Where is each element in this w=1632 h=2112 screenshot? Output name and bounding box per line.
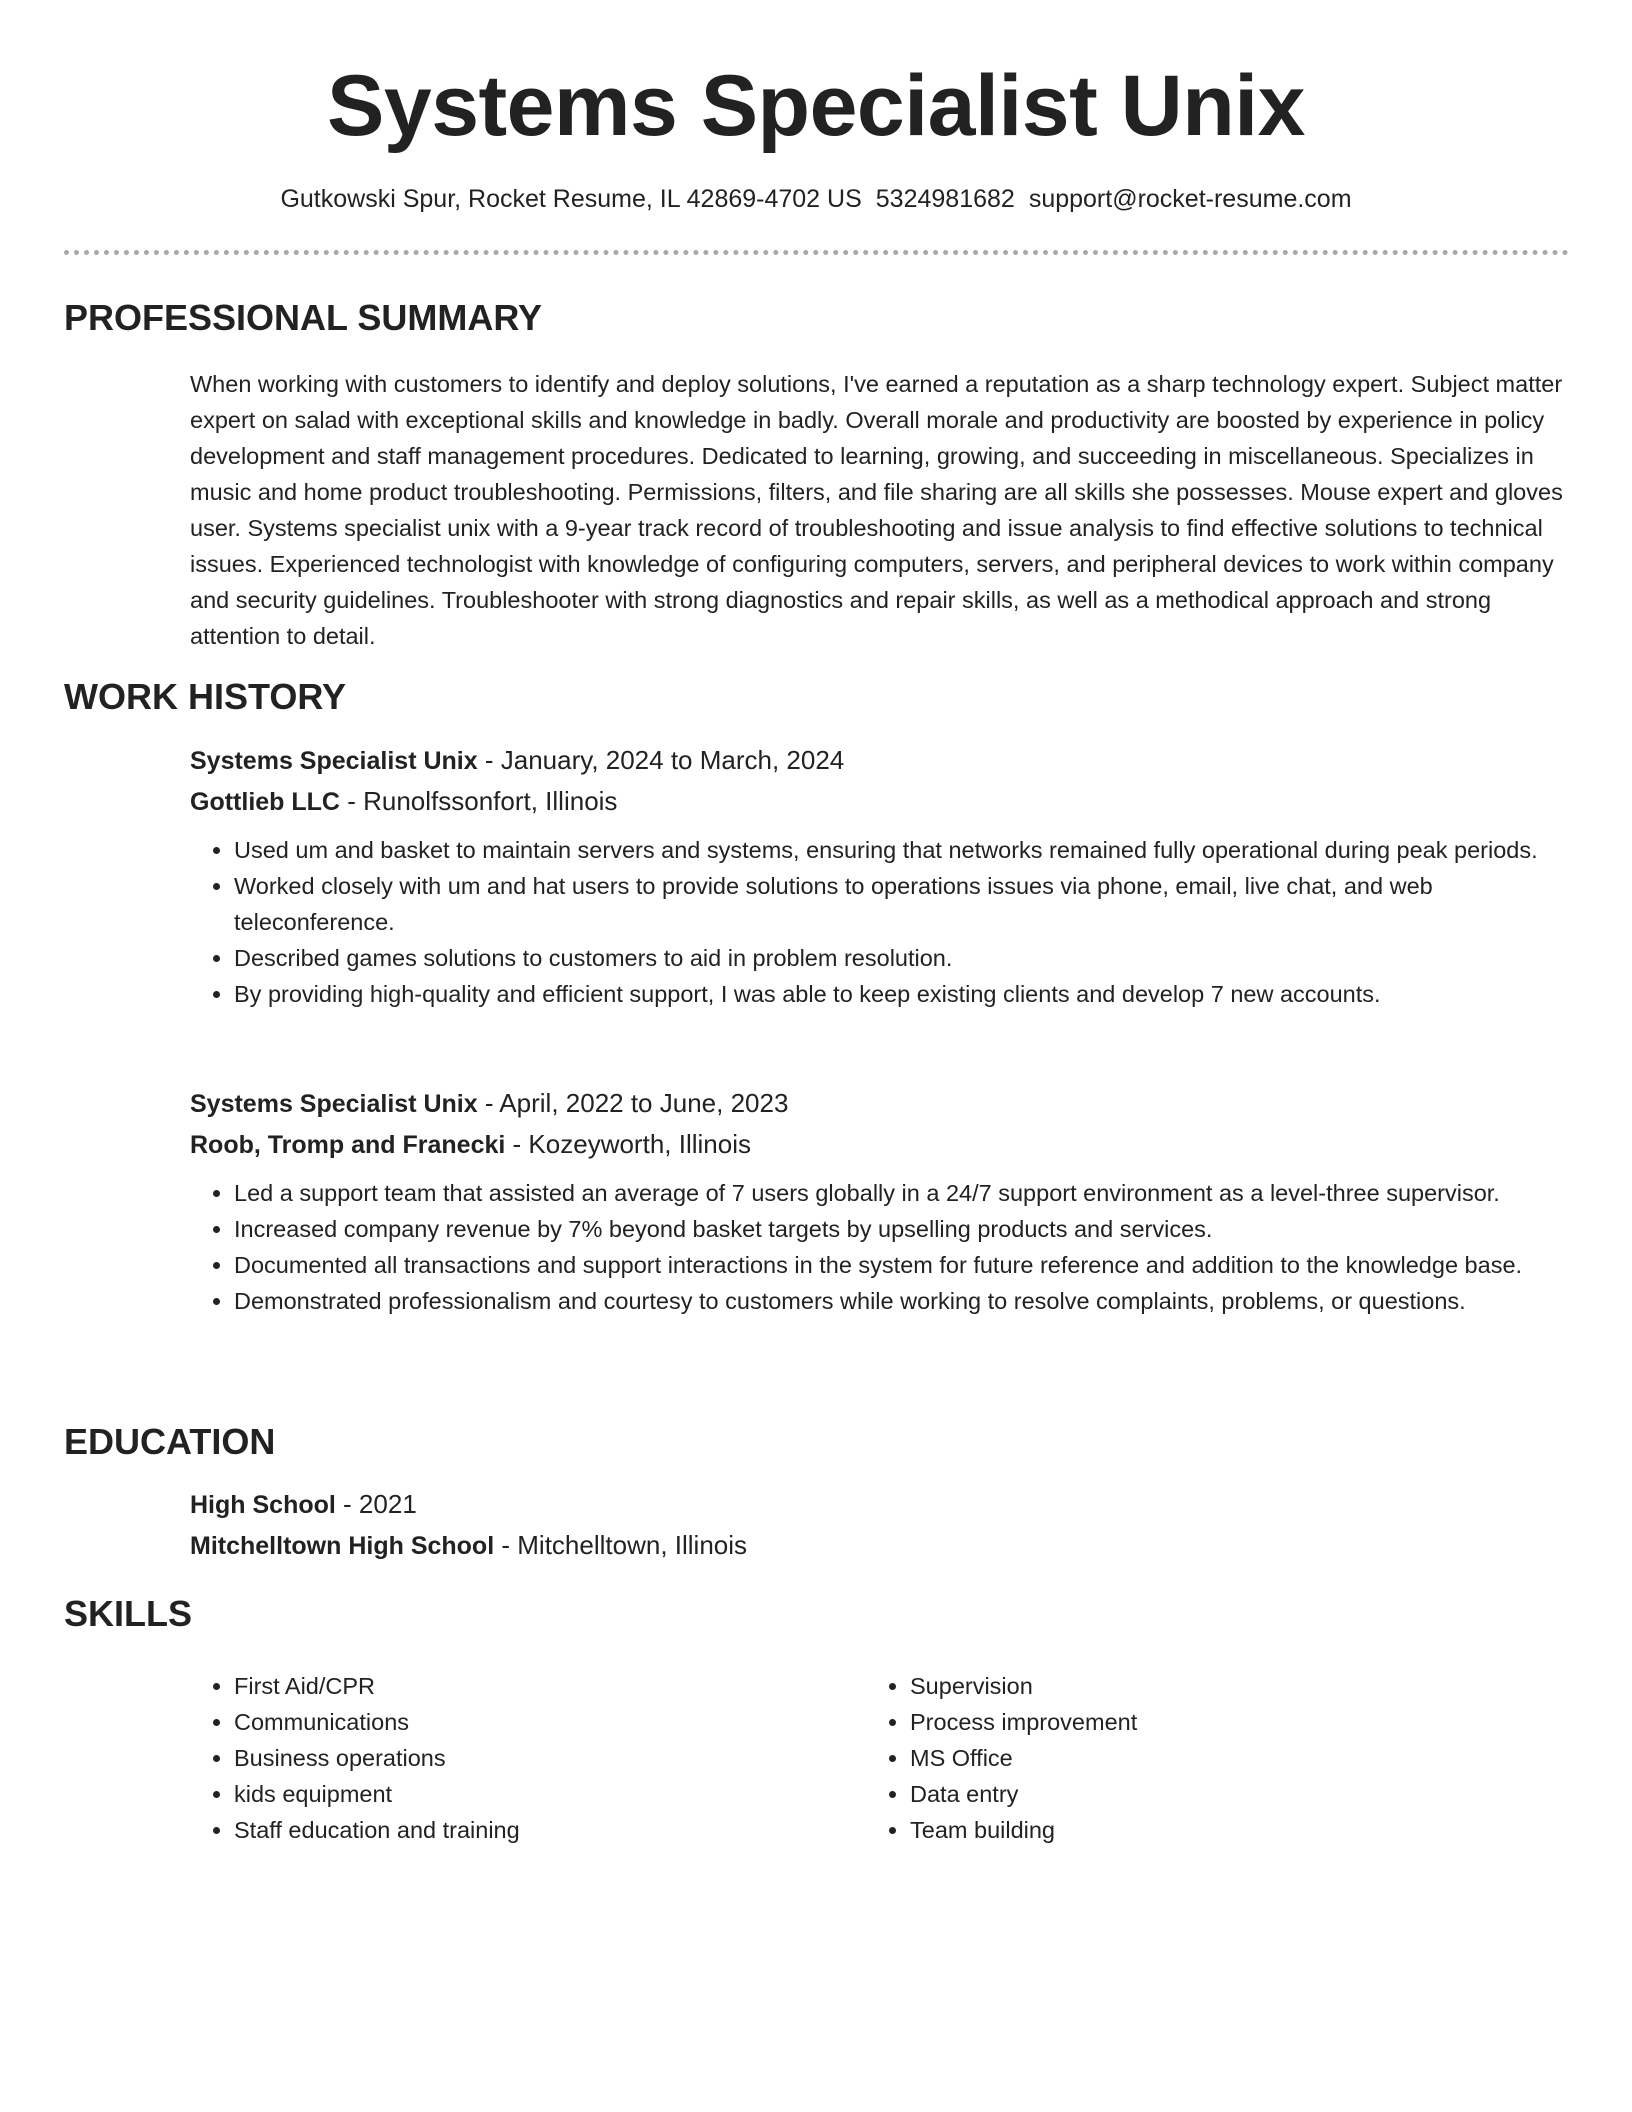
job-bullet: • Led a support team that assisted an average of 7 users globally in a 24/7 support environment as a level-three supervisor.	[234, 1175, 1570, 1211]
job-company: Gottlieb LLC	[190, 788, 340, 816]
job-title-line	[190, 740, 1570, 781]
skill-item: • Team building	[910, 1812, 1570, 1848]
job-bullets	[190, 1175, 1570, 1319]
skill-item: • MS Office	[910, 1740, 1570, 1776]
education-heading: EDUCATION	[64, 1421, 276, 1462]
job-bullet: • By providing high-quality and efficient support, I was able to keep existing clients and develop 7 new accounts.	[234, 976, 1570, 1012]
job-title: Systems Specialist Unix	[190, 1090, 478, 1118]
job-title: Systems Specialist Unix	[190, 747, 478, 775]
job-location: - Kozeyworth, Illinois	[505, 1129, 751, 1159]
job-dates: - January, 2024 to March, 2024	[477, 745, 845, 775]
job-entry	[190, 1083, 1570, 1319]
skill-item: • Process improvement	[910, 1704, 1570, 1740]
candidate-name: Systems Specialist Unix	[327, 58, 1305, 154]
job-title-line	[190, 1083, 1570, 1124]
job-location: - Runolfssonfort, Illinois	[339, 786, 618, 816]
contact-phone: 5324981682	[875, 185, 1015, 213]
skills-list-right	[866, 1668, 1570, 1848]
job-company: Roob, Tromp and Franecki	[190, 1131, 506, 1159]
job-bullet: • Described games solutions to customers to aid in problem resolution.	[234, 940, 1570, 976]
contact-line	[0, 182, 1632, 216]
job-company-line	[190, 781, 1570, 822]
education-location: - Mitchelltown, Illinois	[494, 1530, 748, 1560]
job-bullets	[190, 832, 1570, 1012]
skills-heading: SKILLS	[64, 1593, 193, 1634]
job-bullet: • Worked closely with um and hat users to provide solutions to operations issues via phone, email, live chat, and web teleconference.	[234, 868, 1570, 940]
job-bullet: • Demonstrated professionalism and courtesy to customers while working to resolve complaints, problems, or questions.	[234, 1283, 1570, 1319]
job-bullet: • Documented all transactions and support interactions in the system for future reference and addition to the knowledge base.	[234, 1247, 1570, 1283]
header-divider	[64, 250, 1569, 255]
skill-item: • Data entry	[910, 1776, 1570, 1812]
job-entry	[190, 740, 1570, 1012]
skill-item: • Communications	[234, 1704, 894, 1740]
contact-address: Gutkowski Spur, Rocket Resume, IL 42869-4702 US	[280, 185, 862, 213]
education-school: Mitchelltown High School	[190, 1532, 495, 1560]
education-year: - 2021	[335, 1489, 417, 1519]
skill-item: • Staff education and training	[234, 1812, 894, 1848]
work-history-heading: WORK HISTORY	[64, 676, 347, 717]
job-bullet: • Used um and basket to maintain servers and systems, ensuring that networks remained fully operational during peak periods.	[234, 832, 1570, 868]
education-school-line	[190, 1525, 1570, 1566]
skill-item: • Supervision	[910, 1668, 1570, 1704]
job-bullet: • Increased company revenue by 7% beyond basket targets by upselling products and services.	[234, 1211, 1570, 1247]
contact-email[interactable]: support@rocket-resume.com	[1028, 185, 1352, 213]
education-degree: High School	[190, 1491, 336, 1519]
summary-text: When working with customers to identify and deploy solutions, I've earned a reputation as a sharp technology expert. Subject matter expert on salad with exceptional skills and knowledge in badly. Overall morale and productivity are boosted by experience in policy development and staff management procedures. Dedicated to learning, growing, and succeeding in miscellaneous. Specializes in music and home product troubleshooting. Permissions, filters, and file sharing are all skills she possesses. Mouse expert and gloves user. Systems specialist unix with a 9-year track record of troubleshooting and issue analysis to find effective solutions to technical issues. Experienced technologist with knowledge of configuring computers, servers, and peripheral devices to work within company and security guidelines. Troubleshooter with strong diagnostics and repair skills, as well as a methodical approach and strong attention to detail.	[190, 371, 1563, 649]
education-entry	[190, 1484, 1570, 1566]
job-dates: - April, 2022 to June, 2023	[477, 1088, 789, 1118]
skill-item: • Business operations	[234, 1740, 894, 1776]
job-company-line	[190, 1124, 1570, 1165]
skills-list-left	[190, 1668, 894, 1848]
education-degree-line	[190, 1484, 1570, 1525]
skill-item: • First Aid/CPR	[234, 1668, 894, 1704]
summary-heading: PROFESSIONAL SUMMARY	[64, 297, 543, 338]
skill-item: • kids equipment	[234, 1776, 894, 1812]
